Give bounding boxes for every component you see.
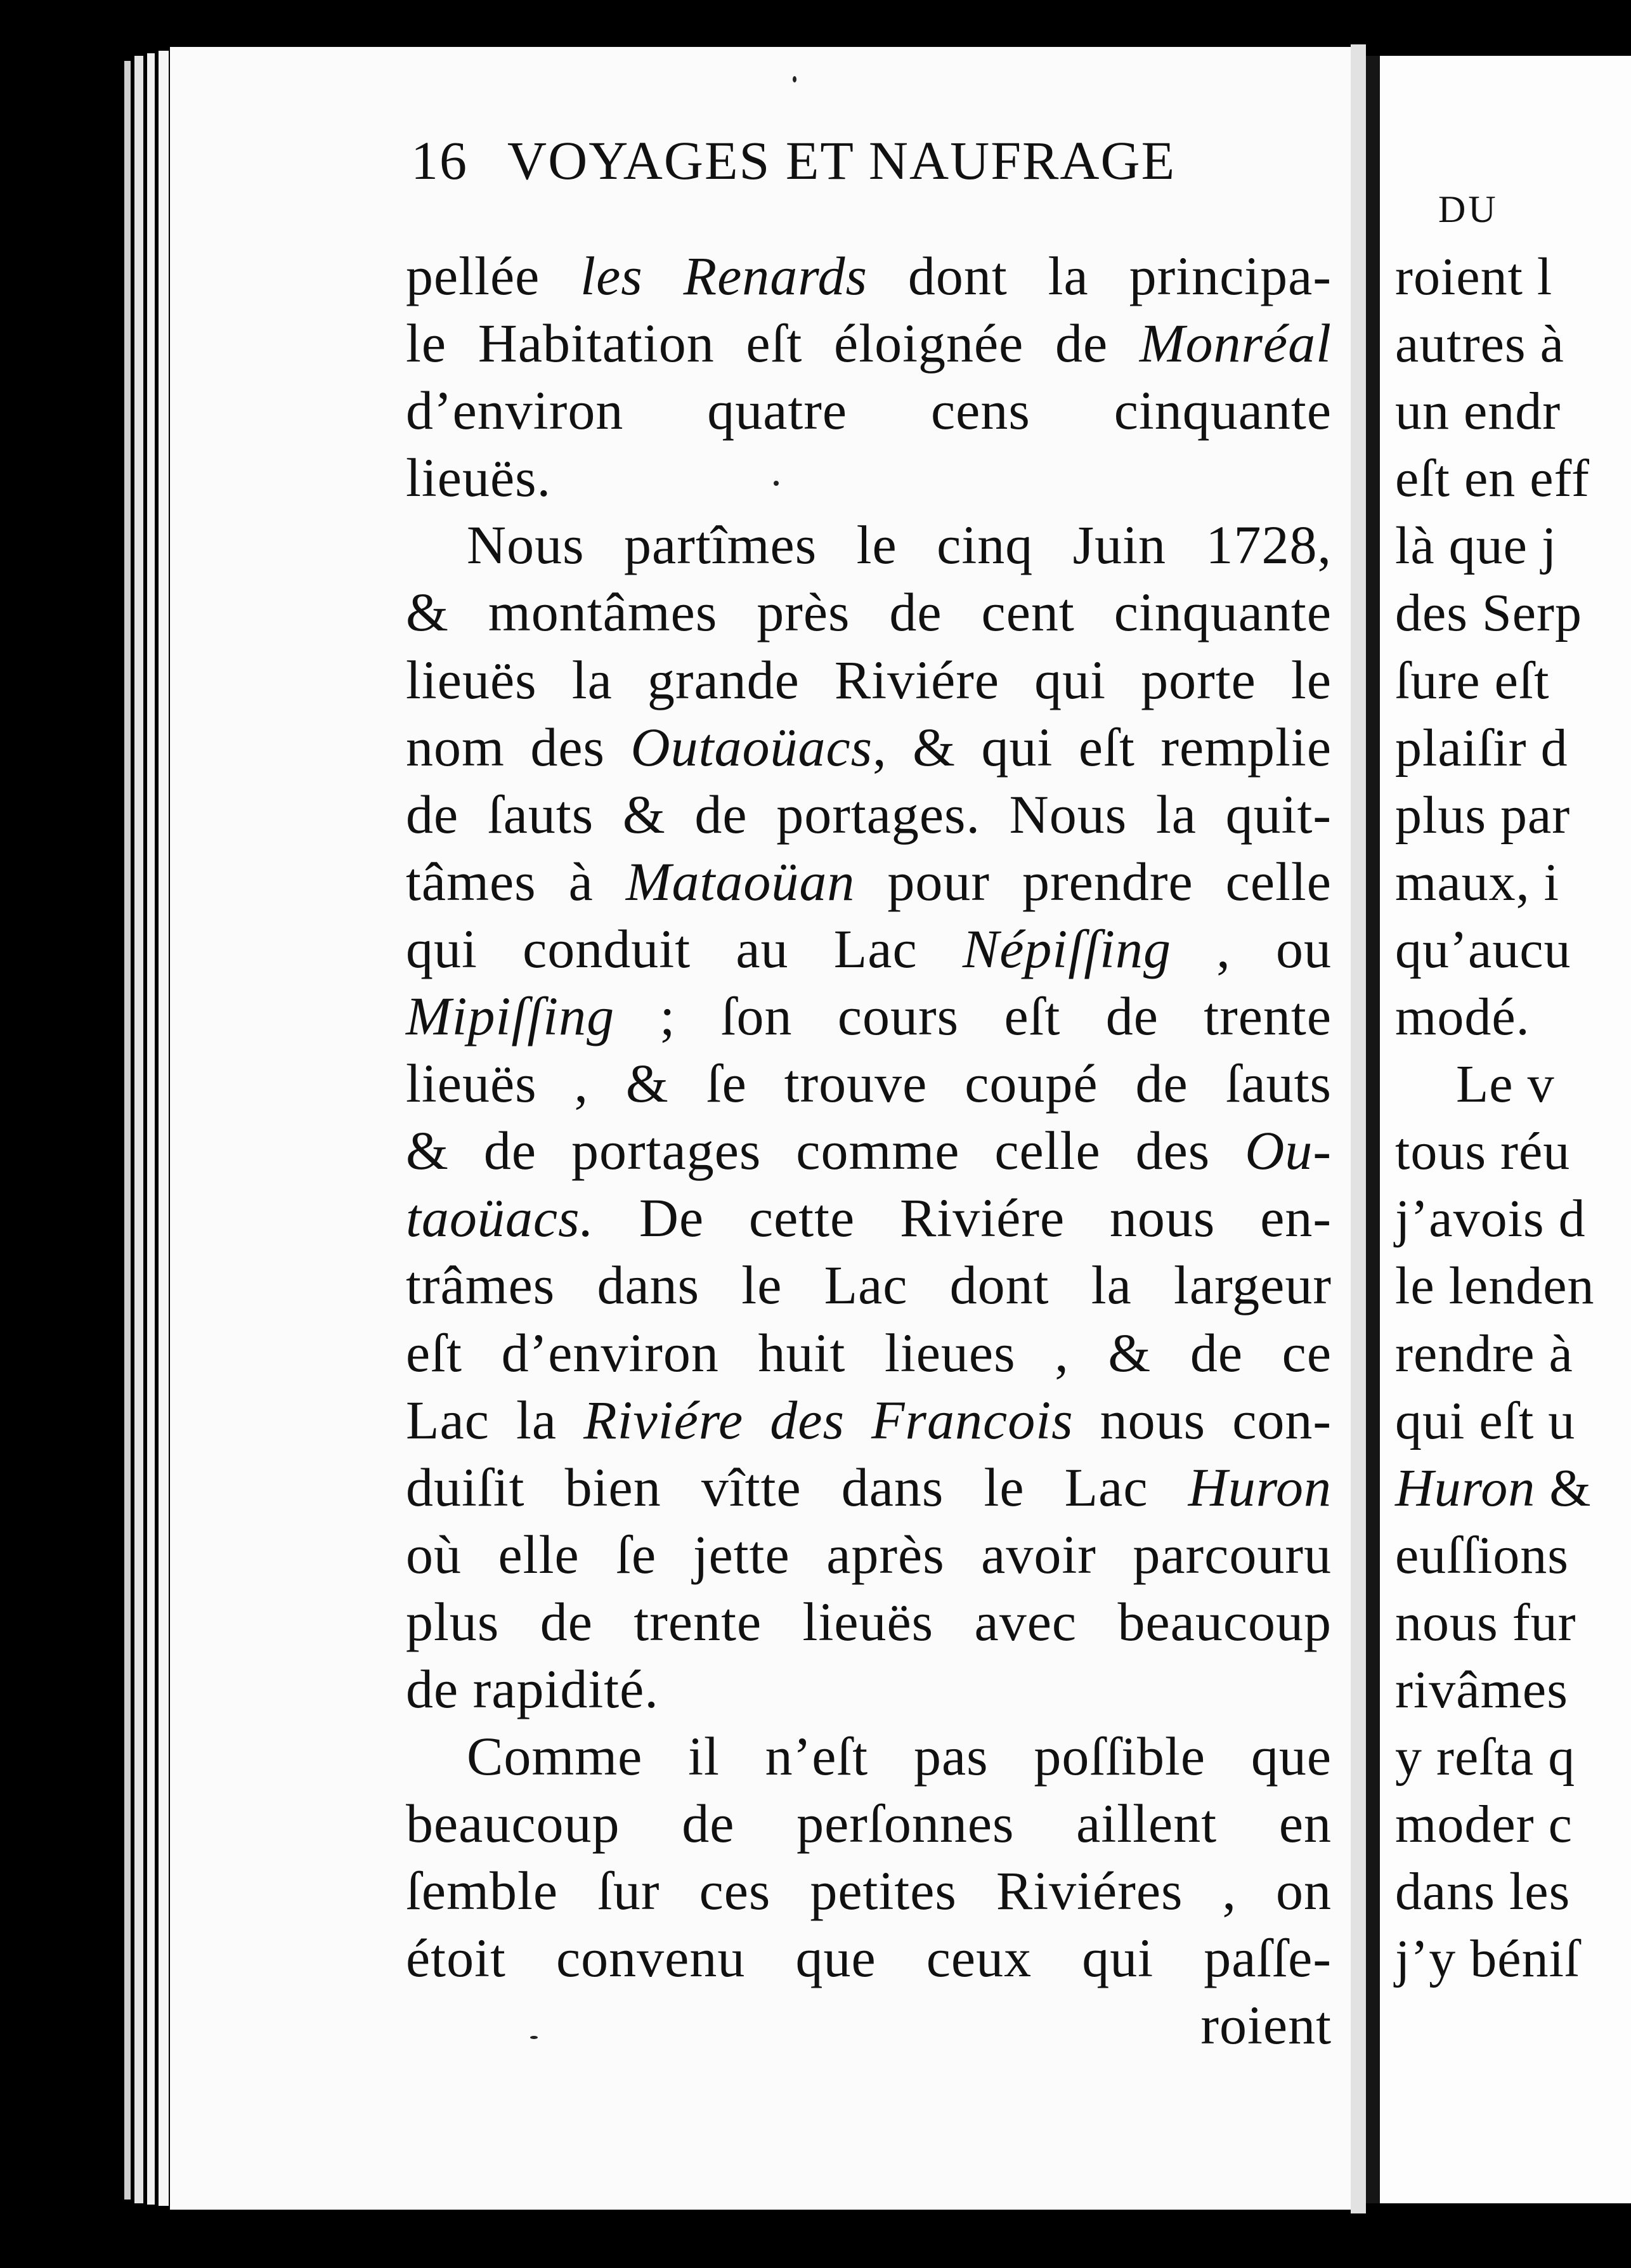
italic-text: Outaoüacs [630,716,873,778]
text-line [406,1857,1332,1924]
page-edge [147,53,155,2205]
text-segment: qui conduit au Lac [406,918,963,979]
text-segment: Lac la [406,1389,584,1450]
text-line [1395,1185,1595,1253]
text-line [406,444,1332,511]
text-line [406,578,1332,646]
page-edge [134,56,143,2203]
text-line [1395,311,1595,378]
text-segment: le Habitation eſt éloignée de [406,313,1140,374]
gutter [1351,44,1366,2213]
text-segment: lieuës la grande Riviére qui porte le [406,649,1332,710]
text-segment: d’environ quatre cens cinquante [406,380,1332,441]
text-segment: rendre à [1395,1324,1573,1383]
text-segment: ; ſon cours eſt de trente [614,986,1332,1047]
text-line [1395,1253,1595,1320]
text-line [406,915,1332,982]
page-edge [124,61,131,2200]
text-line [1395,580,1595,647]
text-line [1395,782,1595,849]
italic-text: Huron [1188,1456,1332,1518]
text-line [1395,1657,1595,1724]
text-segment: nous fur [1395,1593,1576,1652]
text-segment: maux, i [1395,852,1559,912]
text-line [406,1655,1332,1723]
text-segment: modé. [1395,987,1530,1047]
text-segment: nom des [406,716,631,778]
text-segment: Le v [1456,1055,1555,1114]
ink-speck [774,481,779,486]
text-segment: j’y béniſ [1395,1929,1580,1989]
text-segment: nous con- [1073,1389,1332,1450]
text-line [1395,1118,1595,1185]
text-line [406,1386,1332,1454]
text-segment: & montâmes près de cent cinquante [406,582,1332,643]
text-segment: dont la principa- [867,245,1332,306]
verso-text-block [406,242,1332,2059]
text-line [406,1924,1332,1991]
text-segment: rivâmes [1395,1660,1568,1719]
text-line [1395,1858,1595,1926]
italic-text: Monréal [1139,313,1332,374]
text-line [1395,1522,1595,1589]
text-line [406,1723,1332,1790]
italic-text: Mataoüan [625,850,855,912]
text-segment: le lenden [1395,1256,1595,1316]
text-segment: étoit convenu que ceux qui paſſe- [406,1927,1332,1989]
text-line [1395,512,1595,580]
text-segment: , & qui eſt remplie [873,716,1332,778]
text-line [1395,1724,1595,1791]
text-line [406,781,1332,848]
text-line [1395,244,1595,311]
text-line [406,1251,1332,1319]
ink-speck [793,76,796,82]
text-line [1395,648,1595,715]
italic-text: Huron [1395,1458,1536,1518]
text-line [1395,984,1595,1051]
text-segment: duiſit bien vîtte dans le Lac [406,1456,1188,1518]
italic-text: Mipiſſing [406,986,615,1047]
text-segment: euſſions [1395,1525,1569,1585]
text-line [406,646,1332,714]
text-segment: dans les [1395,1862,1571,1922]
text-line [1395,445,1595,512]
text-segment: ſemble ſur ces petites Riviéres , on [406,1860,1332,1922]
italic-text: taoüacs. [406,1187,595,1249]
text-line [406,982,1332,1050]
text-line [406,511,1332,578]
text-segment: tous réu [1395,1122,1571,1182]
italic-text: Riviére des Francois [583,1389,1074,1450]
text-line [1395,1926,1595,1993]
text-line [406,1521,1332,1588]
text-segment: eſt en eff [1395,449,1590,509]
gutter-shadow [1366,56,1380,2203]
text-line [1395,715,1595,782]
page-edge [159,51,169,2206]
text-segment: beaucoup de perſonnes aillent en [406,1793,1332,1854]
text-line [1395,1388,1595,1455]
text-segment: eſt d’environ huit lieues , & de ce [406,1322,1332,1383]
text-segment: qui eſt u [1395,1391,1576,1450]
text-segment: où elle ſe jette après avoir parcouru [406,1523,1332,1585]
text-line [406,848,1332,915]
text-line [406,242,1332,310]
text-segment: plus de trente lieuës avec beaucoup [406,1591,1332,1652]
text-segment: des Serp [1395,583,1582,643]
text-segment: ſure eſt [1395,651,1550,710]
text-line [1395,1455,1595,1522]
text-segment: roient l [1395,247,1553,306]
recto-text-block [1395,244,1595,1993]
text-line [1395,1051,1595,1118]
text-line [406,1454,1332,1521]
running-head: VOYAGES ET NAUFRAGE [507,130,1176,191]
text-segment: Comme il n’eſt pas poſſible que [467,1726,1332,1787]
text-line [406,1588,1332,1655]
text-line [1395,1589,1595,1657]
catchword: roient [1200,1995,1332,2056]
text-line [406,714,1332,781]
italic-text: les Renards [580,245,868,306]
text-segment: de rapidité. [406,1658,659,1719]
ink-speck [530,2036,538,2039]
text-segment: pour prendre celle [855,850,1332,912]
text-line [406,1790,1332,1857]
text-line [406,1050,1332,1117]
text-segment: un endr [1395,382,1561,441]
text-segment: , ou [1171,918,1332,979]
text-segment: là que j [1395,516,1557,576]
text-line [406,1117,1332,1184]
text-segment: & de portages comme celle des [406,1120,1245,1182]
running-head-recto: DU [1438,188,1498,230]
text-segment: tâmes à [406,850,626,912]
text-segment: de ſauts & de portages. Nous la quit- [406,783,1332,845]
text-segment: y reſta q [1395,1728,1576,1787]
text-segment: trâmes dans le Lac dont la largeur [406,1255,1332,1316]
text-line [406,1184,1332,1251]
text-line [1395,378,1595,445]
text-segment: plus par [1395,785,1571,845]
text-line [406,310,1332,377]
text-line [1395,1320,1595,1388]
text-segment: lieuës , & ſe trouve coupé de ſauts [406,1053,1332,1114]
text-segment: De cette Riviére nous en- [594,1187,1332,1249]
text-segment: pellée [406,245,581,306]
text-line [406,377,1332,444]
text-line [406,1319,1332,1386]
text-segment: autres à [1395,315,1564,374]
text-segment: & [1535,1458,1592,1518]
italic-text: Népiſſing [962,918,1171,979]
text-segment: plaiſir d [1395,718,1568,778]
page-number: 16 [411,130,468,191]
text-segment: qu’aucu [1395,920,1571,979]
text-segment: j’avois d [1395,1189,1586,1249]
text-line [1395,849,1595,916]
text-segment: Nous partîmes le cinq Juin 1728, [467,514,1332,576]
text-segment: moder c [1395,1795,1573,1854]
italic-text: Ou- [1245,1120,1332,1182]
text-line [1395,1791,1595,1858]
text-line [1395,916,1595,984]
text-segment: lieuës. [406,447,552,509]
